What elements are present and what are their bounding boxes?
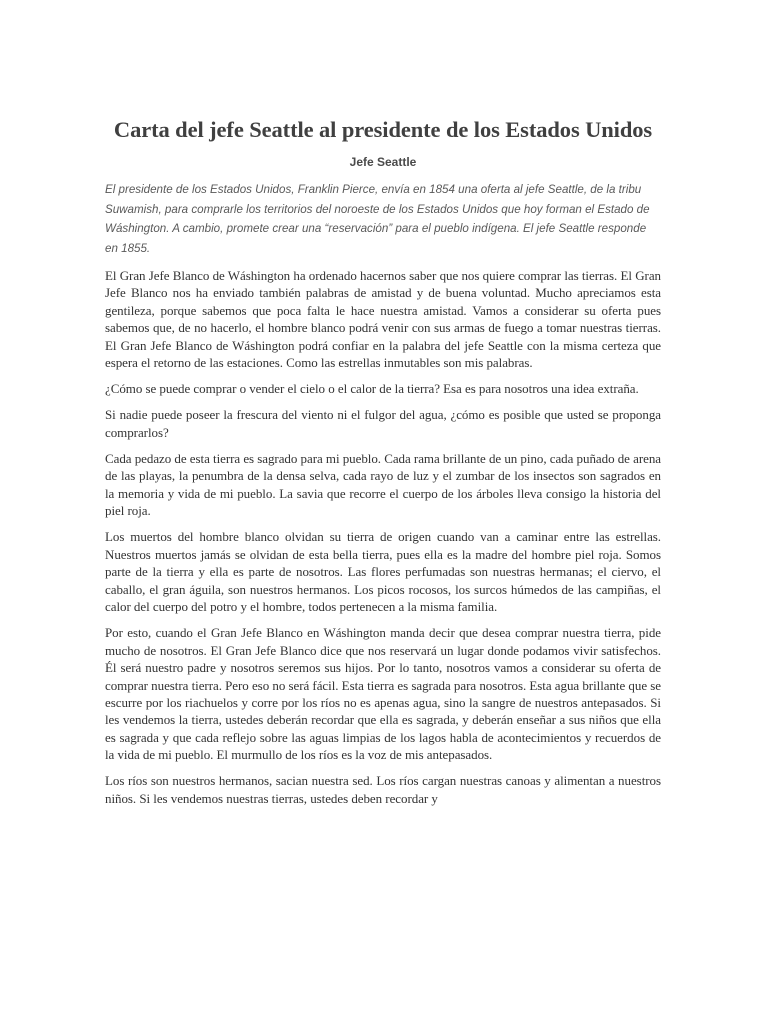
body-paragraph-3: Si nadie puede poseer la frescura del viento ni el fulgor del agua, ¿cómo es posible que usted se proponga comprarlos? [105,407,661,440]
document-title: Carta del jefe Seattle al presidente de los Estados Unidos [113,117,653,142]
body-paragraph-5: Los muertos del hombre blanco olvidan su tierra de origen cuando van a caminar entre las estrellas. Nuestros muertos jamás se olvidan de esta bella tierra, pues ella es la madre del hombre piel roja. Somos parte de la tierra y ella es parte de nosotros. Las flores perfumadas son nuestras hermanas; el ciervo, el caballo, el gran águila, son nuestros hermanos. Los picos rocosos, los surcos húmedos de las campiñas, el calor del cuerpo del potro y el hombre, todos pertenecen a la misma familia. [105,529,661,615]
body-paragraph-4: Cada pedazo de esta tierra es sagrado para mi pueblo. Cada rama brillante de un pino, cada puñado de arena de las playas, la penumbra de la densa selva, cada rayo de luz y el zumbar de los insectos son sagrados en la memoria y vida de mi pueblo. La savia que recorre el cuerpo de los árboles lleva consigo la historia del piel roja. [105,451,661,519]
body-paragraph-2: ¿Cómo se puede comprar o vender el cielo o el calor de la tierra? Esa es para nosotros una idea extraña. [105,381,639,397]
document-body [105,116,661,816]
intro-paragraph: El presidente de los Estados Unidos, Franklin Pierce, envía en 1854 una oferta al jefe Seattle, de la tribu Suwamish, para comprarle los territorios del noroeste de los Estados Unidos que hoy forman el Estado de Wáshington. A cambio, promete crear una “reservación” para el pueblo indígena. El jefe Seattle responde en 1855. [105,183,650,255]
body-paragraph-7: Los ríos son nuestros hermanos, sacian nuestra sed. Los ríos cargan nuestras canoas y alimentan a nuestros niños. Si les vendemos nuestras tierras, ustedes deben recordar y [105,773,661,806]
body-paragraph-1: El Gran Jefe Blanco de Wáshington ha ordenado hacernos saber que nos quiere comprar las tierras. El Gran Jefe Blanco nos ha enviado también palabras de amistad y de buena voluntad. Mucho apreciamos esta gentileza, porque sabemos que poca falta le hace nuestra amistad. Vamos a considerar su oferta pues sabemos que, de no hacerlo, el hombre blanco podrá venir con sus armas de fuego a tomar nuestras tierras. El Gran Jefe Blanco de Wáshington podrá confiar en la palabra del jefe Seattle con la misma certeza que espera el retorno de las estaciones. Como las estrellas inmutables son mis palabras. [105,268,661,371]
document-author: Jefe Seattle [349,155,417,169]
body-paragraph-6: Por esto, cuando el Gran Jefe Blanco en Wáshington manda decir que desea comprar nuestra tierra, pide mucho de nosotros. El Gran Jefe Blanco dice que nos reservará un lugar donde podamos vivir satisfechos. Él será nuestro padre y nosotros seremos sus hijos. Por lo tanto, nosotros vamos a considerar su oferta de comprar nuestra tierra. Pero eso no será fácil. Esta tierra es sagrada para nosotros. Esta agua brillante que se escurre por los riachuelos y corre por los ríos no es apenas agua, sino la sangre de nuestros antepasados. Si les vendemos la tierra, ustedes deberán recordar que ella es sagrada, y deberán enseñar a sus niños que ella es sagrada y que cada reflejo sobre las aguas limpias de los lagos habla de acontecimientos y recuerdos de la vida de mi pueblo. El murmullo de los ríos es la voz de mis antepasados. [105,625,661,763]
